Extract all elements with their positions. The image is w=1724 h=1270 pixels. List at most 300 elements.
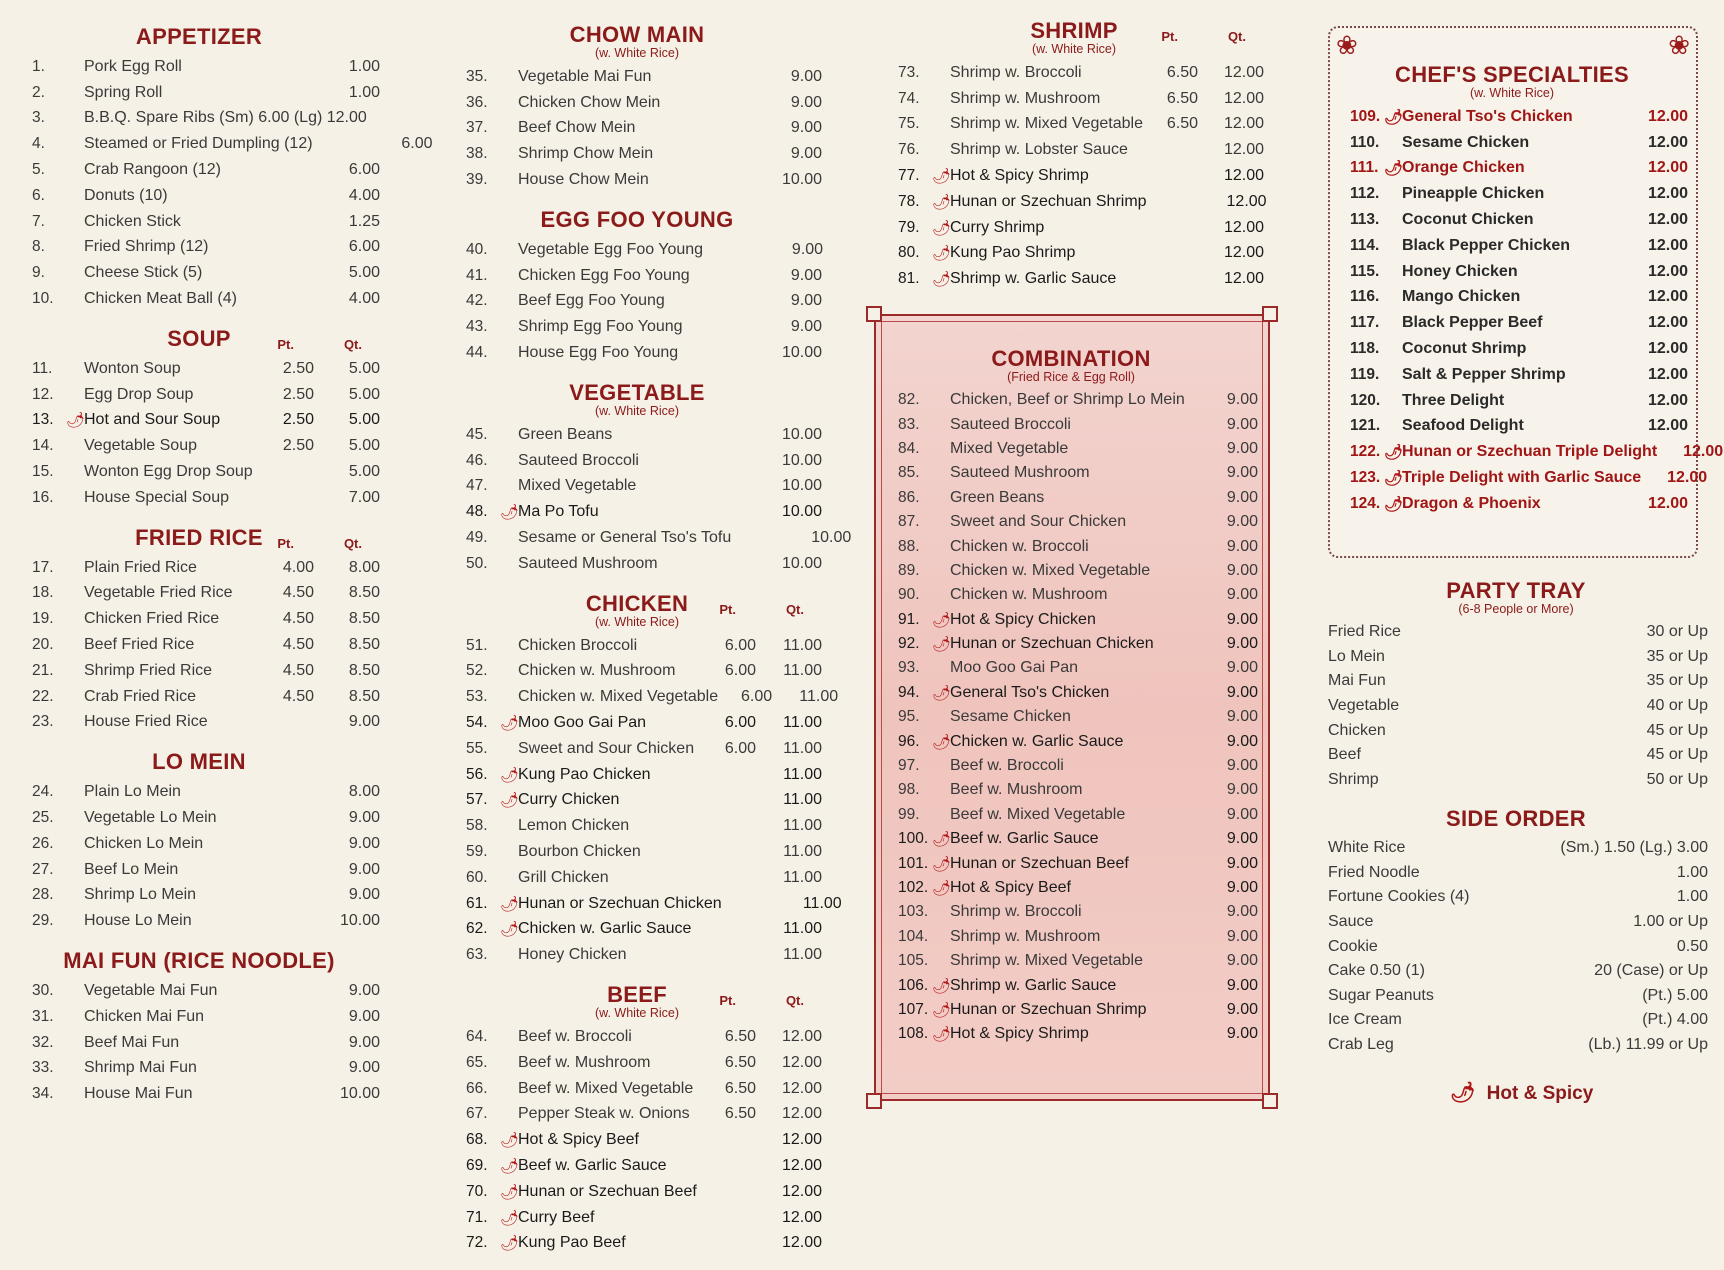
item-name: Chicken w. Broccoli: [950, 537, 1089, 555]
item-name: Shrimp w. Garlic Sauce: [950, 270, 1117, 288]
section-title: VEGETABLE: [569, 379, 705, 405]
menu-item: [452, 1024, 822, 1050]
item-price-pint: 4.50: [282, 610, 314, 628]
item-number: 7.: [32, 212, 45, 230]
item-price: 9.00: [1226, 610, 1258, 628]
item-price-pint: 4.50: [282, 636, 314, 654]
item-number: 113.: [1350, 211, 1380, 229]
item-name: Shrimp w. Broccoli: [950, 63, 1082, 81]
chili-pepper-icon: 🌶: [932, 245, 952, 263]
item-number: 105.: [898, 952, 929, 970]
item-number: 78.: [898, 192, 920, 210]
item-price: 9.00: [1226, 439, 1258, 457]
item-name: Curry Beef: [518, 1208, 595, 1226]
menu-item: [1336, 259, 1688, 285]
chili-pepper-icon: 🌶: [1384, 160, 1404, 178]
item-price: 9.00: [1226, 464, 1258, 482]
section-items: [452, 64, 822, 193]
item-name: Chicken Chow Mein: [518, 93, 661, 111]
menu-item: [18, 1056, 380, 1082]
column-header-pint: Pt.: [719, 993, 736, 1009]
side-item: [1322, 959, 1710, 984]
item-price: 12.00: [781, 1131, 822, 1149]
side-item: [1322, 885, 1710, 910]
menu-item: [18, 1081, 380, 1107]
item-name: Sauteed Mushroom: [518, 554, 658, 572]
item-name: Spring Roll: [84, 83, 163, 101]
item-name: Beef w. Mushroom: [518, 1053, 651, 1071]
item-number: 96.: [898, 732, 920, 750]
item-number: 53.: [466, 688, 488, 706]
item-number: 50.: [466, 554, 488, 572]
item-number: 27.: [32, 860, 54, 878]
item-price: 5.00: [348, 264, 380, 282]
item-price: 9.00: [348, 809, 380, 827]
item-name: Sauteed Mushroom: [950, 464, 1090, 482]
item-price: 45 or Up: [1646, 721, 1708, 739]
item-price: 8.50: [348, 636, 380, 654]
item-price-pint: 6.50: [1166, 63, 1198, 81]
chili-pepper-icon: 🌶: [932, 1026, 952, 1044]
item-name: Fried Shrimp (12): [84, 238, 209, 256]
item-price: 8.50: [348, 610, 380, 628]
menu-section-fried-rice: [18, 525, 380, 736]
item-name: Three Delight: [1402, 391, 1505, 409]
item-price: 12.00: [1647, 494, 1688, 512]
item-price-pint: 4.50: [282, 661, 314, 679]
item-name: Mai Fun: [1328, 672, 1386, 690]
item-name: Bourbon Chicken: [518, 843, 641, 861]
item-price: 11.00: [783, 920, 822, 938]
item-number: 24.: [32, 783, 54, 801]
menu-item: [18, 710, 380, 736]
item-name: Pork Egg Roll: [84, 57, 182, 75]
item-price: (Lb.) 11.99 or Up: [1588, 1036, 1708, 1054]
item-number: 21.: [32, 661, 54, 679]
item-price: 12.00: [781, 1053, 822, 1071]
menu-item: [884, 900, 1258, 924]
item-price: 35 or Up: [1646, 672, 1708, 690]
menu-item: [884, 137, 1264, 163]
item-number: 118.: [1350, 340, 1380, 358]
column-header-pint: Pt.: [277, 535, 294, 551]
item-price: 10.00: [781, 451, 822, 469]
item-price: 9.00: [1226, 683, 1258, 701]
item-name: Vegetable Fried Rice: [84, 584, 233, 602]
item-name: House Fried Rice: [84, 713, 208, 731]
item-name: Sesame or General Tso's Tofu: [518, 529, 732, 547]
item-price-pint: 6.50: [1166, 89, 1198, 107]
item-price: 12.00: [1223, 244, 1264, 262]
item-price-pint: 6.00: [724, 739, 756, 757]
corner-ornament: [1262, 1093, 1278, 1109]
item-number: 119.: [1350, 365, 1380, 383]
item-number: 6.: [32, 186, 45, 204]
item-name: Hunan or Szechuan Beef: [518, 1182, 697, 1200]
item-name: Kung Pao Shrimp: [950, 244, 1076, 262]
item-price-pint: 2.50: [282, 359, 314, 377]
item-price: 45 or Up: [1646, 746, 1708, 764]
item-name: Crab Leg: [1328, 1036, 1394, 1054]
item-name: Chicken, Beef or Shrimp Lo Mein: [950, 391, 1185, 409]
menu-item: [452, 684, 839, 710]
item-name: Cookie: [1328, 937, 1378, 955]
item-name: Hunan or Szechuan Chicken: [518, 894, 722, 912]
item-number: 28.: [32, 886, 54, 904]
item-price: 11.00: [783, 765, 822, 783]
item-name: Triple Delight with Garlic Sauce: [1402, 469, 1642, 487]
item-number: 110.: [1350, 133, 1380, 151]
menu-item: [1336, 491, 1688, 517]
item-number: 23.: [32, 713, 54, 731]
item-price-pint: 6.50: [724, 1079, 756, 1097]
item-price: 9.00: [1226, 415, 1258, 433]
item-price: 9.00: [1226, 586, 1258, 604]
menu-section-soup: [18, 326, 380, 511]
chili-pepper-icon: 🌶: [932, 271, 952, 289]
item-number: 51.: [466, 636, 488, 654]
item-price: 12.00: [1647, 185, 1688, 203]
item-price: 9.00: [1226, 854, 1258, 872]
menu-item: [884, 583, 1258, 607]
item-name: Vegetable Soup: [84, 437, 197, 455]
item-price: 11.00: [783, 714, 822, 732]
item-name: Vegetable Lo Mein: [84, 809, 217, 827]
menu-item: [18, 831, 380, 857]
menu-item: [884, 705, 1258, 729]
item-price: 9.00: [348, 1007, 380, 1025]
item-price: 9.00: [348, 982, 380, 999]
item-name: Cake 0.50 (1): [1328, 962, 1425, 980]
item-name: Chicken w. Garlic Sauce: [518, 920, 692, 938]
item-price: 9.00: [790, 292, 822, 310]
item-price: 12.00: [1647, 314, 1688, 332]
item-number: 93.: [898, 659, 920, 677]
column-header-pint: Pt.: [277, 336, 294, 352]
party-item: [1322, 743, 1710, 768]
item-name: Beef Mai Fun: [84, 1033, 180, 1051]
item-number: 20.: [32, 636, 54, 654]
item-number: 66.: [466, 1079, 488, 1097]
item-name: Shrimp w. Garlic Sauce: [950, 976, 1117, 994]
item-name: Ma Po Tofu: [518, 503, 599, 521]
item-number: 12.: [32, 385, 54, 403]
menu-item: [452, 64, 822, 90]
item-number: 68.: [466, 1131, 488, 1149]
item-name: Fried Noodle: [1328, 863, 1420, 881]
item-name: Vegetable Mai Fun: [84, 982, 218, 999]
flower-ornament-icon: ❀: [1668, 30, 1690, 60]
item-number: 48.: [466, 503, 488, 521]
item-price: 12.00: [1647, 365, 1688, 383]
menu-item: [884, 534, 1258, 558]
item-price: 5.00: [348, 463, 380, 481]
item-number: 107.: [898, 1000, 929, 1018]
menu-item: [18, 408, 380, 434]
item-price: 35 or Up: [1646, 647, 1708, 665]
item-price: (Pt.) 5.00: [1642, 986, 1708, 1004]
menu-section-chicken: [452, 590, 842, 968]
item-price-pint: 4.50: [282, 687, 314, 705]
section-items: [18, 555, 380, 736]
menu-item: [18, 883, 380, 909]
menu-item: [452, 141, 822, 167]
section-items: [18, 356, 380, 511]
item-price: 9.00: [1226, 659, 1258, 677]
combination-title: COMBINATION: [991, 346, 1151, 371]
item-name: Beef w. Mixed Vegetable: [518, 1079, 694, 1097]
item-number: 83.: [898, 415, 920, 433]
item-number: 22.: [32, 687, 54, 705]
item-name: Chicken Meat Ball (4): [84, 290, 237, 308]
item-number: 61.: [466, 894, 488, 912]
item-number: 91.: [898, 610, 920, 628]
item-number: 77.: [898, 167, 920, 185]
item-number: 97.: [898, 757, 920, 775]
party-item: [1322, 620, 1710, 645]
item-number: 9.: [32, 264, 45, 282]
item-price: 11.00: [783, 843, 822, 861]
menu-item: [18, 286, 380, 312]
item-price: 12.00: [1647, 391, 1688, 409]
item-price: 12.00: [1647, 262, 1688, 280]
item-price: 9.00: [1226, 488, 1258, 506]
item-price: 12.00: [781, 1156, 822, 1174]
menu-item: [452, 865, 822, 891]
item-price: 50 or Up: [1646, 770, 1708, 788]
item-price: 9.00: [790, 93, 822, 111]
item-number: 111.: [1350, 159, 1379, 177]
menu-item: [884, 241, 1264, 267]
item-price: 40 or Up: [1646, 697, 1708, 715]
combination-box: [874, 314, 1270, 1101]
menu-section-beef: [452, 982, 822, 1256]
party-title: PARTY TRAY: [1446, 578, 1586, 603]
item-number: 79.: [898, 218, 920, 236]
item-number: 44.: [466, 344, 488, 362]
item-name: Ice Cream: [1328, 1011, 1402, 1029]
item-name: Chicken: [1328, 721, 1386, 739]
item-name: Hunan or Szechuan Shrimp: [950, 1000, 1147, 1018]
chili-pepper-icon: 🌶: [932, 977, 952, 995]
menu-column-1: [18, 24, 433, 1121]
item-number: 86.: [898, 488, 920, 506]
section-header: [452, 591, 822, 617]
item-name: Chicken w. Garlic Sauce: [950, 732, 1124, 750]
item-number: 95.: [898, 708, 920, 726]
item-name: Shrimp w. Mushroom: [950, 927, 1101, 945]
menu-item: [452, 1230, 822, 1256]
menu-item: [1336, 388, 1688, 414]
section-subtitle: (w. White Rice): [1031, 42, 1117, 56]
item-name: Plain Lo Mein: [84, 783, 181, 801]
item-name: Kung Pao Beef: [518, 1234, 626, 1252]
item-number: 30.: [32, 982, 54, 999]
item-name: Fortune Cookies (4): [1328, 888, 1470, 906]
section-title: APPETIZER: [135, 24, 263, 49]
menu-item: [452, 237, 822, 263]
section-subtitle: (w. White Rice): [594, 1006, 680, 1021]
item-number: 124.: [1350, 494, 1381, 512]
item-price: 10.00: [781, 425, 822, 443]
item-price-pint: 2.50: [282, 411, 314, 429]
item-name: Shrimp w. Mixed Vegetable: [950, 952, 1143, 970]
item-name: Orange Chicken: [1402, 159, 1525, 177]
chef-title: CHEF'S SPECIALTIES: [1395, 62, 1629, 87]
section-title: SHRIMP: [1030, 18, 1118, 43]
menu-item: [884, 486, 1258, 510]
section-subtitle: (w. White Rice): [594, 46, 680, 60]
item-number: 57.: [466, 791, 488, 809]
item-price: 1.00: [1676, 888, 1708, 906]
party-item: [1322, 768, 1710, 793]
item-price: 12.00: [1223, 270, 1264, 288]
item-name: Sauteed Broccoli: [950, 415, 1071, 433]
item-number: 122.: [1350, 443, 1381, 461]
menu-item: [884, 827, 1258, 851]
chili-pepper-icon: 🌶: [66, 412, 86, 430]
item-name: Chicken Fried Rice: [84, 610, 220, 628]
item-number: 25.: [32, 809, 54, 827]
section-title: LO MEIN: [152, 749, 246, 775]
item-price: 1.00: [1676, 863, 1708, 881]
item-name: Shrimp w. Mushroom: [950, 89, 1101, 107]
menu-item: [452, 1076, 822, 1102]
item-price-pint: 6.50: [724, 1028, 756, 1045]
item-name: Curry Chicken: [518, 791, 620, 809]
item-number: 3.: [32, 109, 45, 127]
item-name: Beef w. Garlic Sauce: [950, 830, 1099, 848]
corner-ornament: [866, 306, 882, 322]
item-number: 15.: [32, 463, 54, 481]
menu-item: [18, 555, 380, 581]
section-header: [18, 24, 380, 50]
menu-item: [452, 762, 822, 788]
item-price: 9.00: [348, 860, 380, 878]
menu-item: [1336, 336, 1688, 362]
menu-item: [18, 779, 380, 805]
item-name: Egg Drop Soup: [84, 385, 194, 403]
item-number: 52.: [466, 662, 488, 680]
item-number: 81.: [898, 270, 920, 288]
item-price: 11.00: [783, 868, 822, 886]
menu-item: [884, 656, 1258, 680]
item-price: 9.00: [348, 886, 380, 904]
section-title: EGG FOO YOUNG: [540, 206, 734, 232]
chili-pepper-icon: 🌶: [932, 168, 952, 186]
chili-pepper-icon: 🌶: [932, 831, 952, 849]
section-title: BEEF: [607, 982, 667, 1008]
item-name: Sauteed Broccoli: [518, 451, 639, 469]
item-number: 69.: [466, 1156, 488, 1174]
item-price: 10.00: [339, 1085, 380, 1103]
menu-item: [452, 1205, 822, 1231]
item-name: Chicken Broccoli: [518, 636, 638, 654]
menu-item: [18, 131, 433, 157]
item-name: B.B.Q. Spare Ribs (Sm) 6.00 (Lg) 12.00: [84, 109, 367, 127]
menu-item: [18, 857, 380, 883]
item-name: Curry Shrimp: [950, 218, 1045, 236]
item-number: 39.: [466, 171, 488, 189]
item-name: Chicken Lo Mein: [84, 834, 204, 852]
side-item: [1322, 1008, 1710, 1033]
item-name: Beef w. Broccoli: [950, 757, 1064, 775]
section-items: [18, 779, 380, 934]
item-name: Salt & Pepper Shrimp: [1402, 365, 1566, 383]
item-price: 12.00: [1223, 218, 1264, 236]
menu-item: [452, 917, 822, 943]
item-number: 120.: [1350, 391, 1381, 409]
item-name: Hot and Sour Soup: [84, 411, 221, 429]
item-number: 67.: [466, 1105, 488, 1123]
item-price: 12.00: [1683, 443, 1724, 461]
item-price: 6.00: [348, 238, 380, 256]
menu-item: [884, 778, 1258, 802]
item-price: 6.00: [348, 161, 380, 179]
chili-pepper-icon: 🌶: [500, 792, 520, 810]
item-price: 9.00: [1226, 903, 1258, 921]
item-name: Chicken Egg Foo Young: [518, 266, 690, 284]
menu-item: [884, 925, 1258, 949]
menu-item: [884, 973, 1258, 997]
chef-list: [1336, 104, 1724, 517]
item-name: Shrimp w. Broccoli: [950, 903, 1082, 921]
menu-item: [884, 266, 1264, 292]
menu-item: [884, 388, 1258, 412]
item-name: Crab Rangoon (12): [84, 161, 221, 179]
chili-pepper-icon: 🌶: [500, 766, 520, 784]
item-price: 9.00: [348, 1059, 380, 1077]
menu-item: [452, 263, 822, 289]
party-list: [1322, 620, 1710, 792]
item-name: Sesame Chicken: [1402, 133, 1530, 151]
menu-item: [18, 106, 380, 132]
chili-pepper-icon: 🌶: [500, 1235, 520, 1253]
item-price: 12.00: [1223, 141, 1264, 159]
item-number: 104.: [898, 927, 929, 945]
section-title: CHICKEN: [585, 590, 689, 616]
item-price: 5.00: [348, 411, 380, 429]
section-header: [884, 18, 1264, 44]
item-number: 102.: [898, 879, 929, 896]
item-price: 9.00: [1226, 757, 1258, 775]
item-price: 4.00: [348, 186, 380, 204]
item-price: 11.00: [783, 739, 822, 757]
item-price: 12.00: [1647, 340, 1688, 358]
item-price: 9.00: [348, 834, 380, 852]
party-subtitle: (6-8 People or More): [1458, 602, 1574, 616]
item-number: 36.: [466, 93, 488, 111]
item-price: 9.00: [790, 67, 822, 85]
item-number: 1.: [32, 57, 45, 75]
item-name: Crab Fried Rice: [84, 687, 197, 705]
item-number: 11.: [32, 359, 53, 377]
item-number: 112.: [1350, 185, 1380, 203]
menu-item: [884, 412, 1258, 436]
item-price: 5.00: [348, 437, 380, 455]
chili-pepper-icon: 🌶: [932, 684, 952, 702]
menu-item: [1336, 104, 1688, 130]
section-items: [452, 633, 842, 968]
flower-ornament-icon: ❀: [1336, 30, 1358, 60]
item-name: Cheese Stick (5): [84, 264, 203, 282]
menu-section-shrimp: [884, 18, 1267, 292]
item-price: 10.00: [781, 554, 822, 572]
menu-item: [18, 54, 380, 80]
party-item: [1322, 694, 1710, 719]
item-name: Lemon Chicken: [518, 817, 630, 835]
menu-column-2: [452, 22, 852, 1270]
